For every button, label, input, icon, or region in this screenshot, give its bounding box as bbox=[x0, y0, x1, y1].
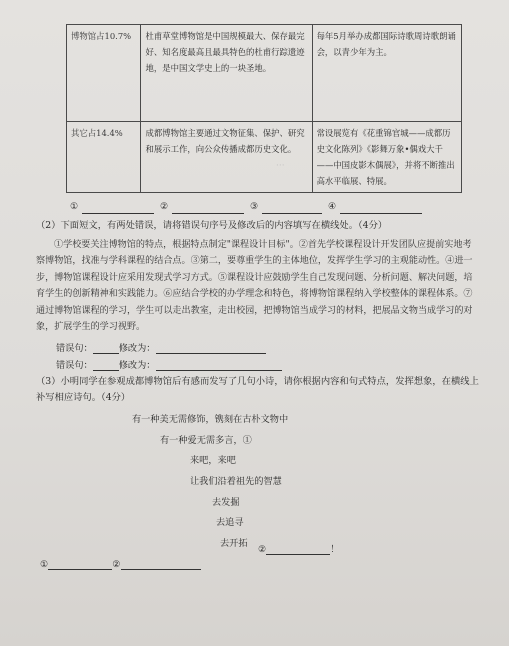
fix-blank[interactable] bbox=[156, 360, 282, 371]
exclamation-mark: ！ bbox=[330, 544, 340, 555]
error-sentence-blank[interactable] bbox=[93, 360, 119, 371]
blank-number: ① bbox=[70, 202, 79, 212]
answer-line[interactable] bbox=[340, 213, 422, 214]
poem-line: 有一种爱无需多言，① bbox=[160, 435, 252, 446]
bleed-through-text: ··· bbox=[276, 161, 285, 171]
blank-number: ② bbox=[112, 559, 121, 570]
error-label: 错误句： bbox=[56, 343, 93, 354]
fix-label: 修改为： bbox=[118, 343, 156, 354]
poem-line: 有一种美无需修饰，镌刻在古朴文物中 bbox=[132, 414, 289, 425]
poem-answer-blank bbox=[258, 541, 339, 555]
example-cell: 成都博物馆主要通过文物征集、保护、研究和展示工作，向公众传播成都历史文化。 bbox=[141, 122, 312, 193]
table-row bbox=[67, 122, 462, 193]
poem-line: 来吧，来吧 bbox=[190, 455, 236, 466]
error-sentence-blank[interactable] bbox=[93, 343, 119, 354]
blank-number: ② bbox=[258, 544, 267, 555]
answer-line-row-1 bbox=[56, 340, 266, 354]
activity-cell: 常设展览有《花重锦官城——成都历史文化陈列》《影舞万象•偶戏大千——中国皮影木偶展》，并将不断推出高水平临展、特展。 bbox=[312, 122, 461, 193]
table-row bbox=[67, 25, 462, 122]
fix-blank[interactable] bbox=[156, 343, 266, 354]
museum-table bbox=[66, 24, 462, 193]
table-answer-blanks bbox=[70, 202, 460, 216]
poem-answer-row bbox=[40, 559, 240, 570]
answer-line[interactable] bbox=[48, 559, 112, 570]
blank-number: ④ bbox=[328, 202, 337, 212]
poem-line: 去追寻 bbox=[216, 517, 244, 528]
share-cell: 其它占14.4% bbox=[67, 122, 141, 193]
answer-line[interactable] bbox=[266, 544, 330, 555]
share-cell: 博物馆占10.7% bbox=[67, 25, 141, 122]
answer-line[interactable] bbox=[121, 559, 201, 570]
activity-cell: 每年5月举办成都国际诗歌周诗歌朗诵会，以青少年为主。 bbox=[312, 25, 461, 122]
blank-number: ① bbox=[40, 559, 49, 570]
poem-line: 去开拓 bbox=[220, 538, 248, 549]
question-2-prompt: （2）下面短文，有两处错误，请将错误句序号及修改后的内容填写在横线处。（4分） bbox=[36, 220, 388, 231]
question-2-paragraph: ①学校要关注博物馆的特点，根据特点制定"课程设计目标"。②首先学校课程设计开发团队应提前实地考察博物馆，找准与学科课程的结合点。③第二，要尊重学生的主体地位，发挥学生学习的主观能动性。④进一步，博物馆课程设计应采用发现式学习方式。⑤课程设计应鼓励学生自己发现问题、分析问题、解决问题，培育学生的创新精神和实践能力。⑥应结合学校的办学理念和特色，将博物馆课程纳入学校整体的课程体系。⑦通过博物馆课程的学习，学生可以走出教室，走出校园，把博物馆当成学习的材料，把展品文物当成学习的对象，扩展学生的学习视野。 bbox=[36, 240, 473, 333]
example-cell: 杜甫草堂博物馆是中国规模最大、保存最完好、知名度最高且最具特色的杜甫行踪遗迹地，是中国文学史上的一块圣地。 bbox=[141, 25, 312, 122]
question-3-prompt: （3）小明同学在参观成都博物馆后有感而发写了几句小诗，请你根据内容和句式特点，发挥想象，在横线上补写相应诗句。（4分） bbox=[36, 376, 479, 404]
answer-line[interactable] bbox=[262, 213, 322, 214]
answer-line-row-2 bbox=[56, 357, 282, 371]
poem-line: 去发掘 bbox=[212, 497, 240, 508]
blank-number: ② bbox=[160, 202, 169, 212]
error-label: 错误句： bbox=[56, 360, 93, 371]
blank-number: ③ bbox=[250, 202, 259, 212]
poem-line: 让我们沿着祖先的智慧 bbox=[190, 476, 282, 487]
answer-line[interactable] bbox=[82, 213, 154, 214]
answer-line[interactable] bbox=[172, 213, 244, 214]
fix-label: 修改为： bbox=[118, 360, 156, 371]
